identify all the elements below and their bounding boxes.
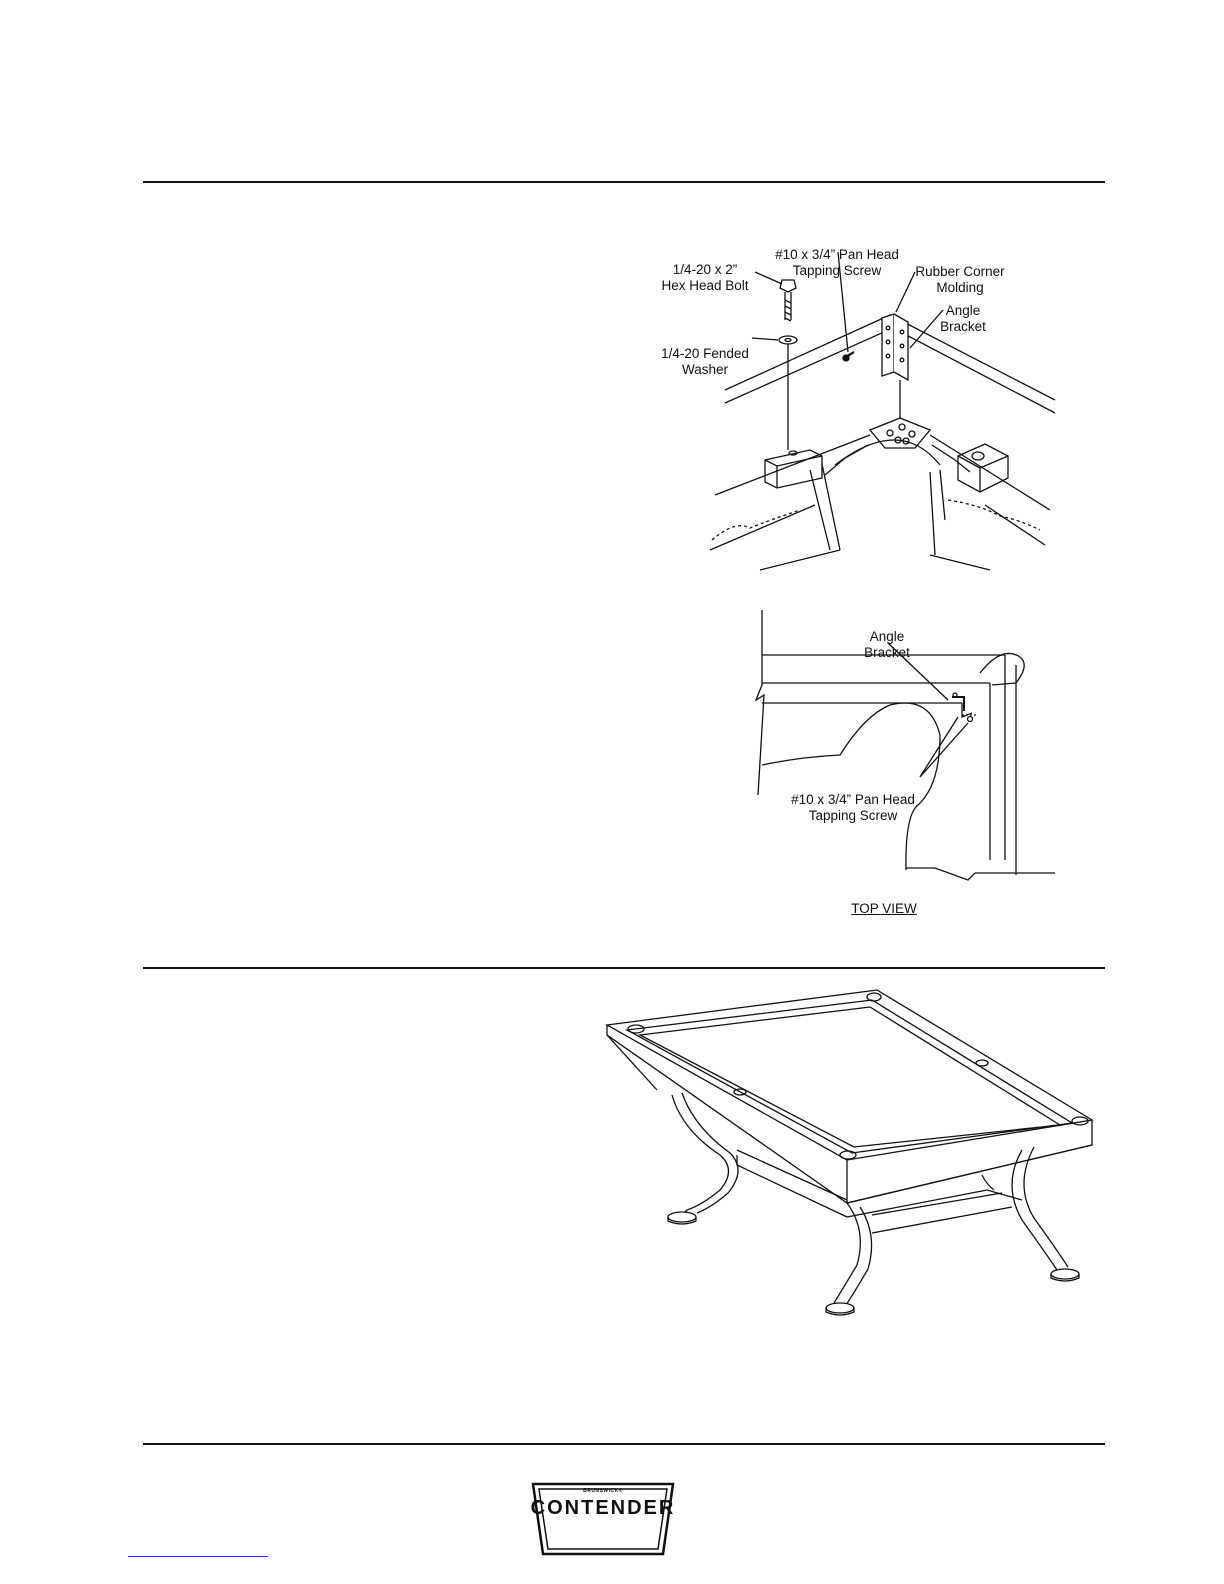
pan-head-screw-label: #10 x 3/4” Pan Head Tapping Screw [775, 247, 899, 278]
fended-washer-label: 1/4-20 Fended Washer [661, 346, 749, 377]
angle-bracket-label: Angle Bracket [940, 303, 986, 334]
pool-table-illustration [602, 985, 1102, 1330]
logo-maker-text: BRUNSWICK® [583, 1488, 623, 1494]
contender-logo [527, 1478, 679, 1560]
top-view-caption: TOP VIEW [851, 901, 917, 916]
rubber-corner-molding-label: Rubber Corner Molding [915, 264, 1005, 295]
logo-brand-text: CONTENDER [530, 1497, 676, 1519]
top-view-pan-head-screw-label: #10 x 3/4” Pan Head Tapping Screw [791, 792, 915, 823]
section-divider-top [143, 181, 1105, 183]
footer-link-underline[interactable] [128, 1556, 268, 1557]
section-divider-middle [143, 967, 1105, 969]
hex-head-bolt-label: 1/4-20 x 2” Hex Head Bolt [661, 262, 749, 293]
top-view-angle-bracket-label: Angle Bracket [864, 629, 910, 660]
section-divider-bottom [143, 1443, 1105, 1445]
